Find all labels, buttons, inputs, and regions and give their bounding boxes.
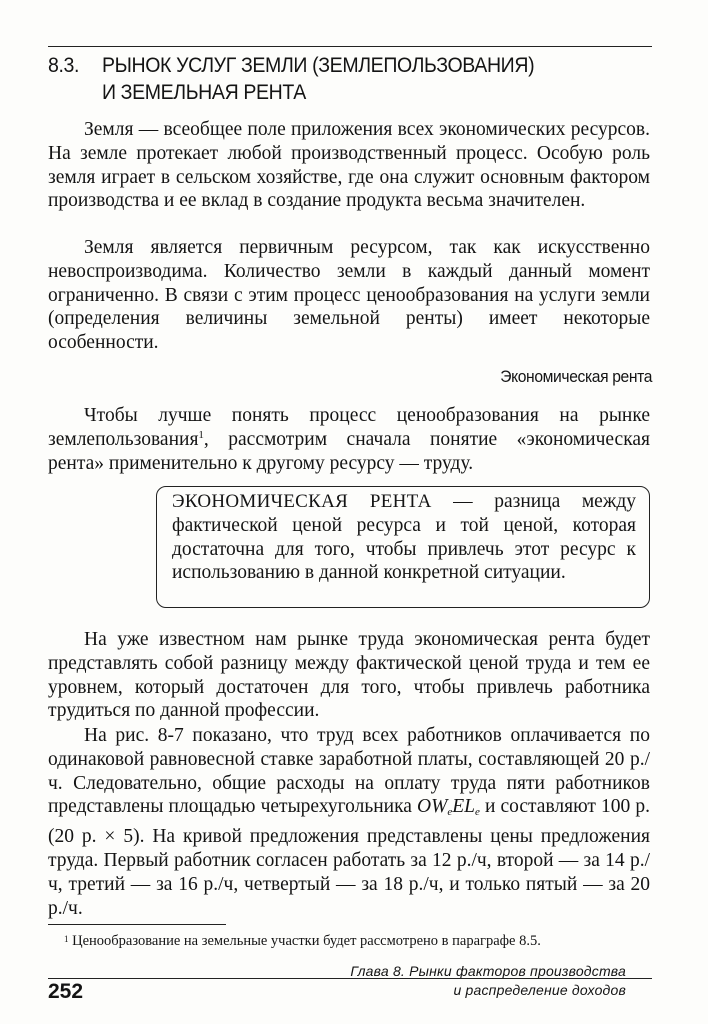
- symbol-ow: OW: [417, 796, 448, 818]
- running-head-line1: Глава 8. Рынки факторов производства: [350, 963, 626, 979]
- definition-body: — разница между фактической ценой ресурса и той ценой, которая достаточна для того, чтобы привлечь этот ресурс к использованию в данной конкретной ситуации.: [172, 491, 636, 584]
- footnote-mark: 1: [64, 934, 69, 944]
- running-head: [350, 962, 626, 1000]
- definition-text: [172, 490, 636, 585]
- p3-text-after: , рассмотрим сначала понятие «экономическая рента» применительно к другому ресурсу — труду.: [48, 428, 650, 474]
- symbol-sub-e1: e: [447, 806, 453, 819]
- paragraph-labor-rent: На уже известном нам рынке труда экономическая рента будет представлять собой разницу между фактической ценой труда и тем ее уровнем, который достаточен для того, чтобы привлечь работника трудиться по данной профессии.: [48, 629, 650, 722]
- footnote-rule: [48, 924, 226, 925]
- symbol-sub-e2: e: [475, 806, 480, 819]
- definition-term: ЭКОНОМИЧЕСКАЯ РЕНТА: [172, 491, 432, 512]
- running-head-line2: и распределение доходов: [453, 982, 626, 998]
- subheading-economic-rent: Экономическая рента: [500, 367, 652, 386]
- section-heading: [48, 52, 610, 106]
- top-rule: [48, 46, 652, 47]
- p5-text-before: На рис. 8-7 показано, что труд всех работников оплачивается по одинаковой равновесной ставке заработной платы, составляющей 20 р./ч. Следовательно, общие расходы на оплату труда пяти работников представлены площадью четырехугольника: [48, 725, 650, 818]
- symbol-el: EL: [452, 796, 475, 818]
- paragraph-figure-8-7: [48, 724, 650, 920]
- paragraph-primary-resource: Земля является первичным ресурсом, так как искусственно невоспроизводима. Количество земли в каждый данный момент ограниченно. В связи с этим процесс ценообразования на услуги земли (определения величины земельной ренты) имеет некоторые особенности.: [48, 237, 650, 354]
- footnote: [64, 932, 650, 950]
- p5-text-after: и составляют 100 р. (20 р. × 5). На кривой предложения представлены цены предложения труда. Первый работник согласен работать за 12 р./ч, второй — за 14 р./ч, третий — за 16 р./ч, четвертый — за 18 р./ч, и только пятый — за 20 р./ч.: [48, 796, 650, 919]
- paragraph-land-definition: Земля — всеобщее поле приложения всех экономических ресурсов. На земле протекает любой производственный процесс. Особую роль земля играет в сельском хозяйстве, где она служит основным фактором производства и ее вклад в создание продукта весьма значителен.: [48, 119, 650, 212]
- running-head-rule: [48, 978, 652, 979]
- section-title-line1: РЫНОК УСЛУГ ЗЕМЛИ (ЗЕМЛЕПОЛЬЗОВАНИЯ): [101, 54, 535, 77]
- page-number: 252: [48, 980, 84, 1003]
- p3-text-before: Чтобы лучше понять процесс ценообразования на рынке землепользования: [48, 405, 650, 450]
- section-title-line2: И ЗЕМЕЛЬНАЯ РЕНТА: [101, 81, 306, 104]
- section-number: 8.3.: [48, 54, 80, 77]
- footnote-text: Ценообразование на земельные участки будет рассмотрено в параграфе 8.5.: [68, 933, 541, 949]
- paragraph-intro-rent: [48, 404, 650, 475]
- footnote-reference: 1: [198, 428, 204, 441]
